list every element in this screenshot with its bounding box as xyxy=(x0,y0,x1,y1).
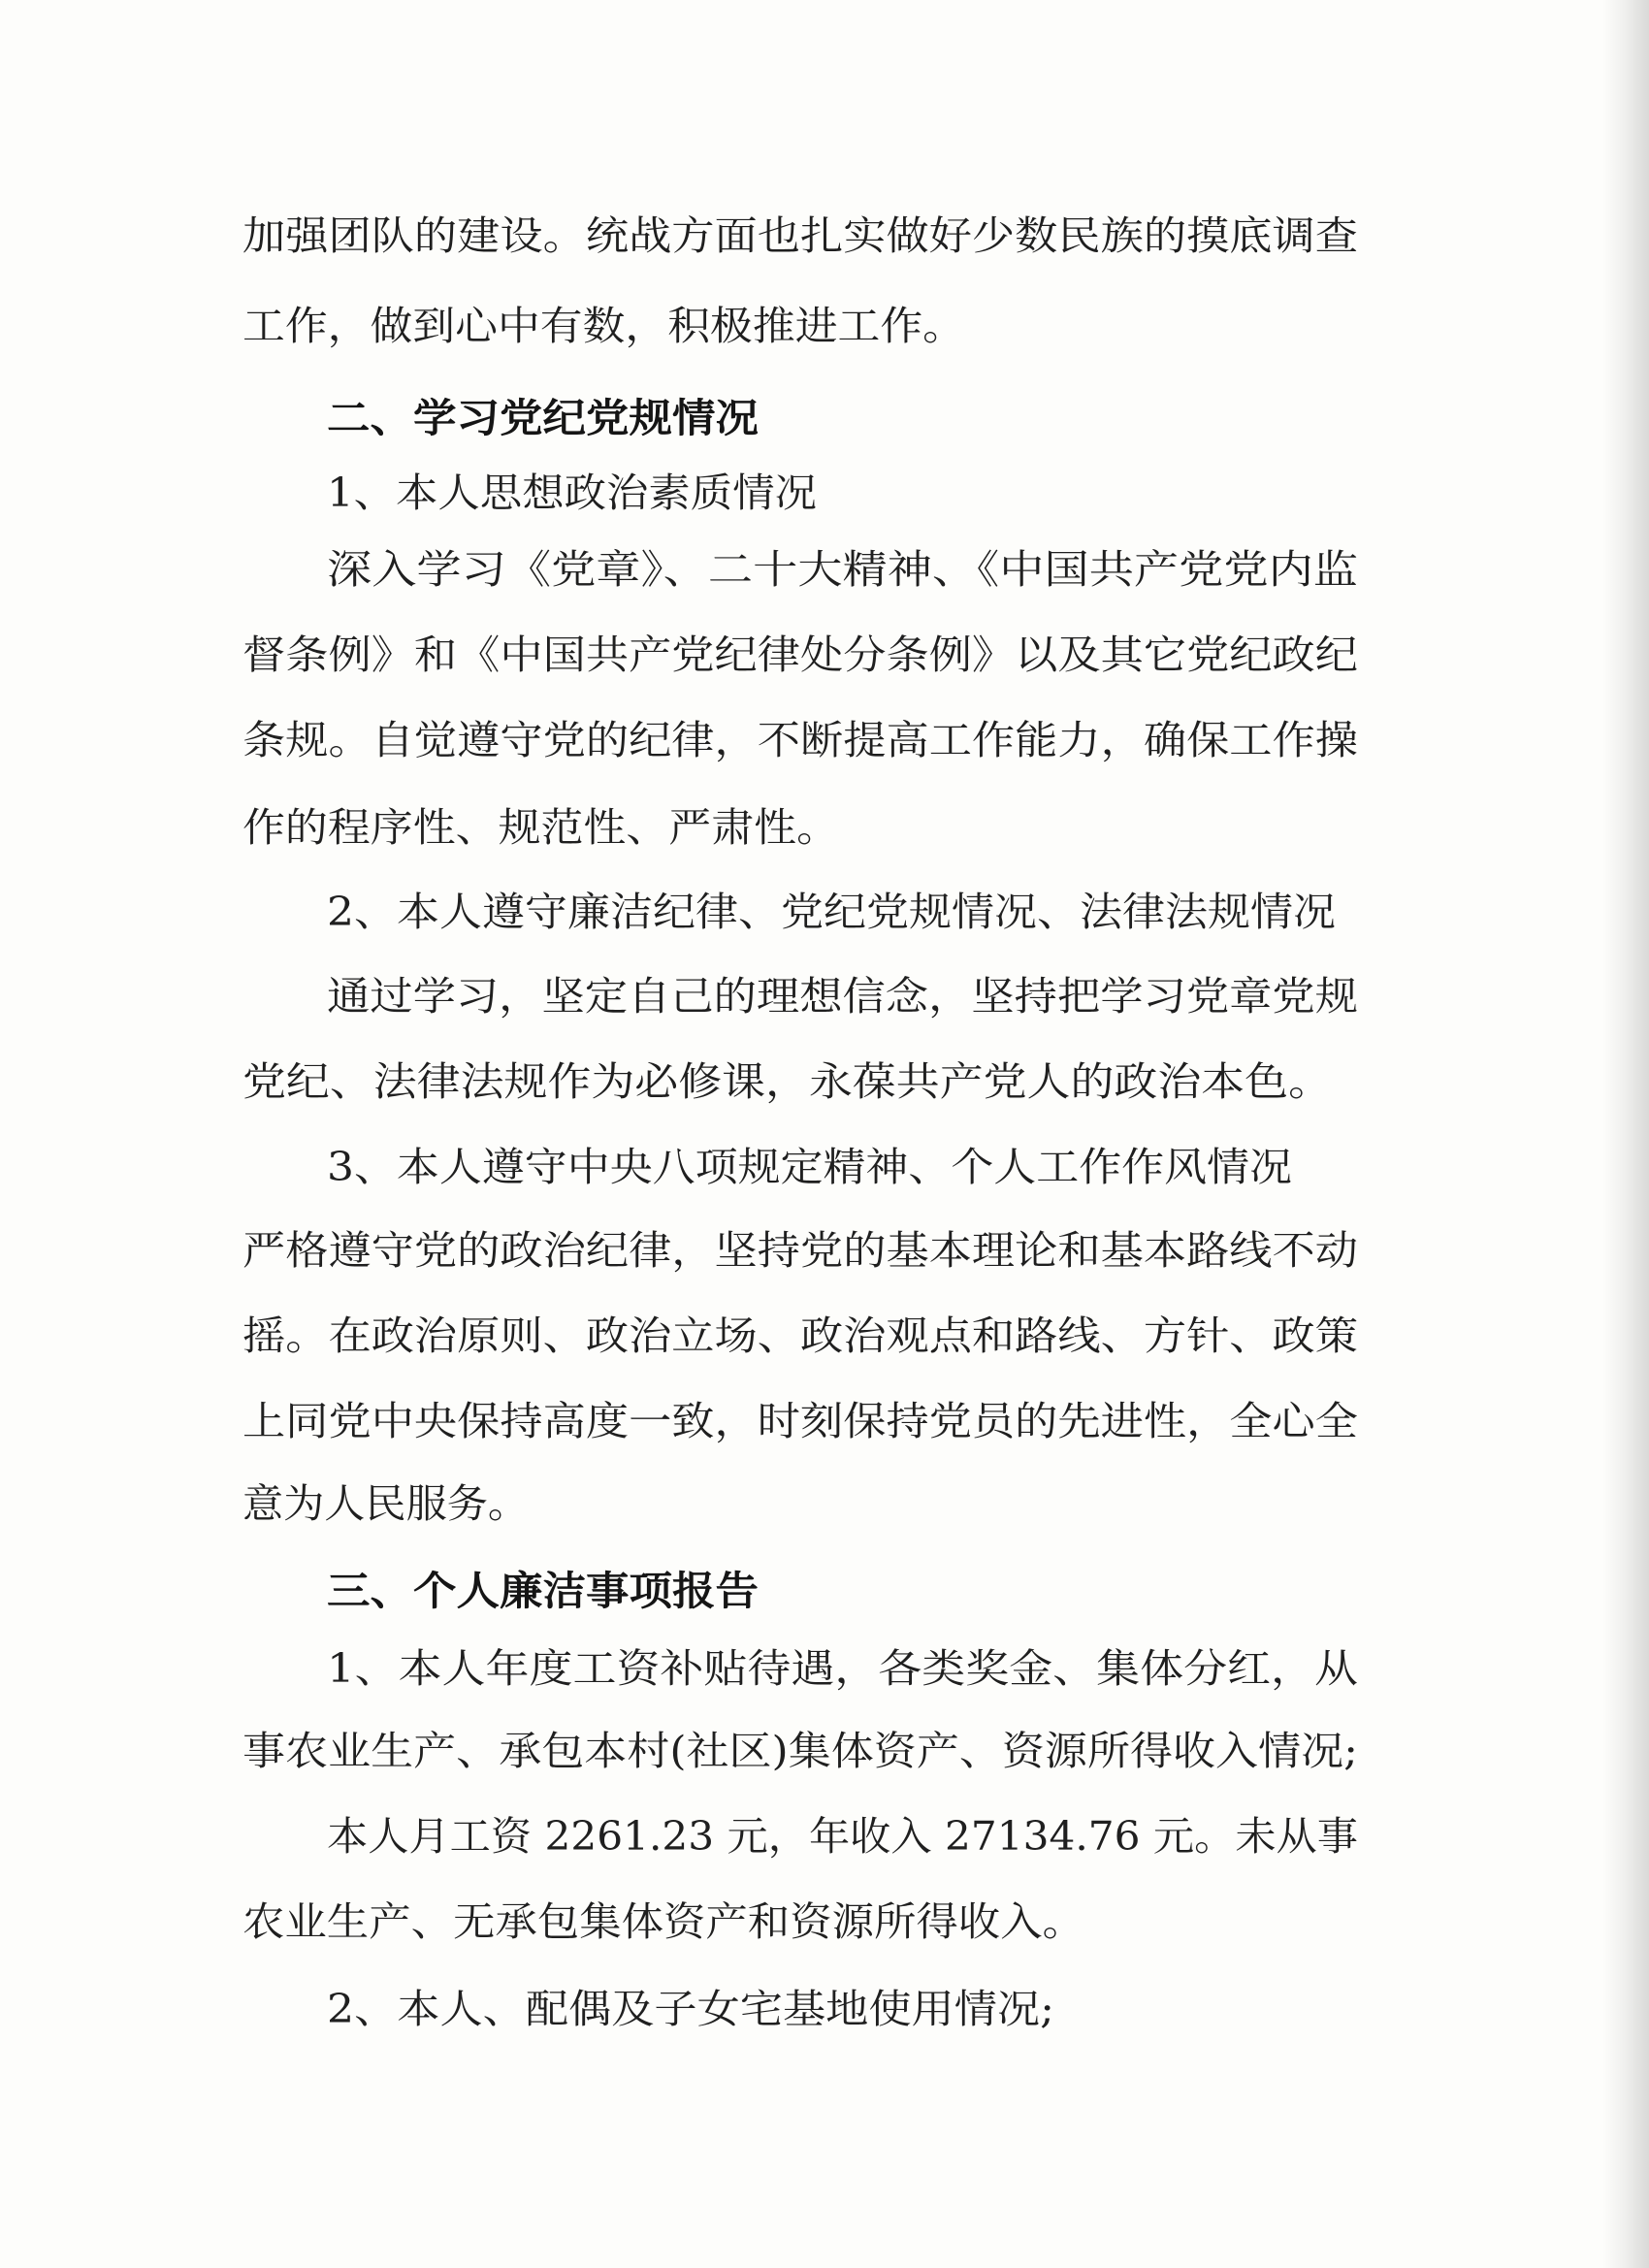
section-heading-text: 三、个人廉洁事项报告 xyxy=(327,1568,759,1614)
subheading-text: 1、本人思想政治素质情况 xyxy=(327,470,817,516)
body-line xyxy=(0,794,1649,861)
body-line xyxy=(0,1387,1649,1455)
body-line xyxy=(0,1302,1649,1370)
body-line-text: 加强团队的建设。统战方面也扎实做好少数民族的摸底调查 xyxy=(242,212,1358,259)
body-line xyxy=(0,621,1649,689)
subheading-line xyxy=(0,1635,1649,1702)
body-line-text: 本人月工资 2261.23 元，年收入 27134.76 元。未从事 xyxy=(327,1813,1358,1860)
subheading-text: 3、本人遵守中央八项规定精神、个人工作作风情况 xyxy=(327,1144,1292,1190)
body-line-text: 严格遵守党的政治纪律，坚持党的基本理论和基本路线不动 xyxy=(242,1227,1358,1274)
body-line xyxy=(0,202,1649,270)
body-line-text: 党纪、法律法规作为必修课，永葆共产党人的政治本色。 xyxy=(242,1058,1332,1105)
body-line-text: 深入学习《党章》、二十大精神、《中国共产党党内监 xyxy=(327,546,1358,593)
body-line xyxy=(0,1048,1649,1116)
body-line-text: 作的程序性、规范性、严肃性。 xyxy=(242,804,839,851)
section-heading xyxy=(0,384,1649,452)
body-line xyxy=(0,535,1649,603)
subheading-text: 2、本人、配偶及子女宅基地使用情况; xyxy=(327,1986,1054,2032)
body-line-text: 条规。自觉遵守党的纪律，不断提高工作能力，确保工作操 xyxy=(242,717,1358,763)
body-line xyxy=(0,962,1649,1030)
body-line xyxy=(0,1802,1649,1870)
body-line-text: 农业生产、无承包集体资产和资源所得收入。 xyxy=(242,1898,1084,1945)
body-line-text: 摇。在政治原则、政治立场、政治观点和路线、方针、政策 xyxy=(242,1312,1358,1359)
body-line-text: 意为人民服务。 xyxy=(242,1480,529,1527)
subheading-line xyxy=(0,1975,1649,2043)
body-line-text: 督条例》和《中国共产党纪律处分条例》以及其它党纪政纪 xyxy=(242,632,1358,678)
subheading-line xyxy=(0,459,1649,527)
body-line xyxy=(0,1216,1649,1284)
body-line-text: 上同党中央保持高度一致，时刻保持党员的先进性，全心全 xyxy=(242,1398,1358,1444)
body-line-text: 工作，做到心中有数，积极推进工作。 xyxy=(242,303,965,349)
subheading-line xyxy=(0,878,1649,946)
body-line-text: 通过学习，坚定自己的理想信念，坚持把学习党章党规 xyxy=(327,973,1358,1020)
body-line xyxy=(0,292,1649,360)
body-line-text: 事农业生产、承包本村(社区)集体资产、资源所得收入情况; xyxy=(242,1728,1358,1774)
subheading-line xyxy=(0,1133,1649,1201)
body-line xyxy=(0,706,1649,774)
body-line xyxy=(0,1717,1649,1785)
subheading-text: 2、本人遵守廉洁纪律、党纪党规情况、法律法规情况 xyxy=(327,889,1336,935)
subheading-text: 1、本人年度工资补贴待遇，各类奖金、集体分红，从 xyxy=(327,1645,1358,1692)
body-line xyxy=(0,1470,1649,1538)
body-line xyxy=(0,1888,1649,1956)
section-heading-text: 二、学习党纪党规情况 xyxy=(327,395,759,441)
section-heading xyxy=(0,1557,1649,1625)
